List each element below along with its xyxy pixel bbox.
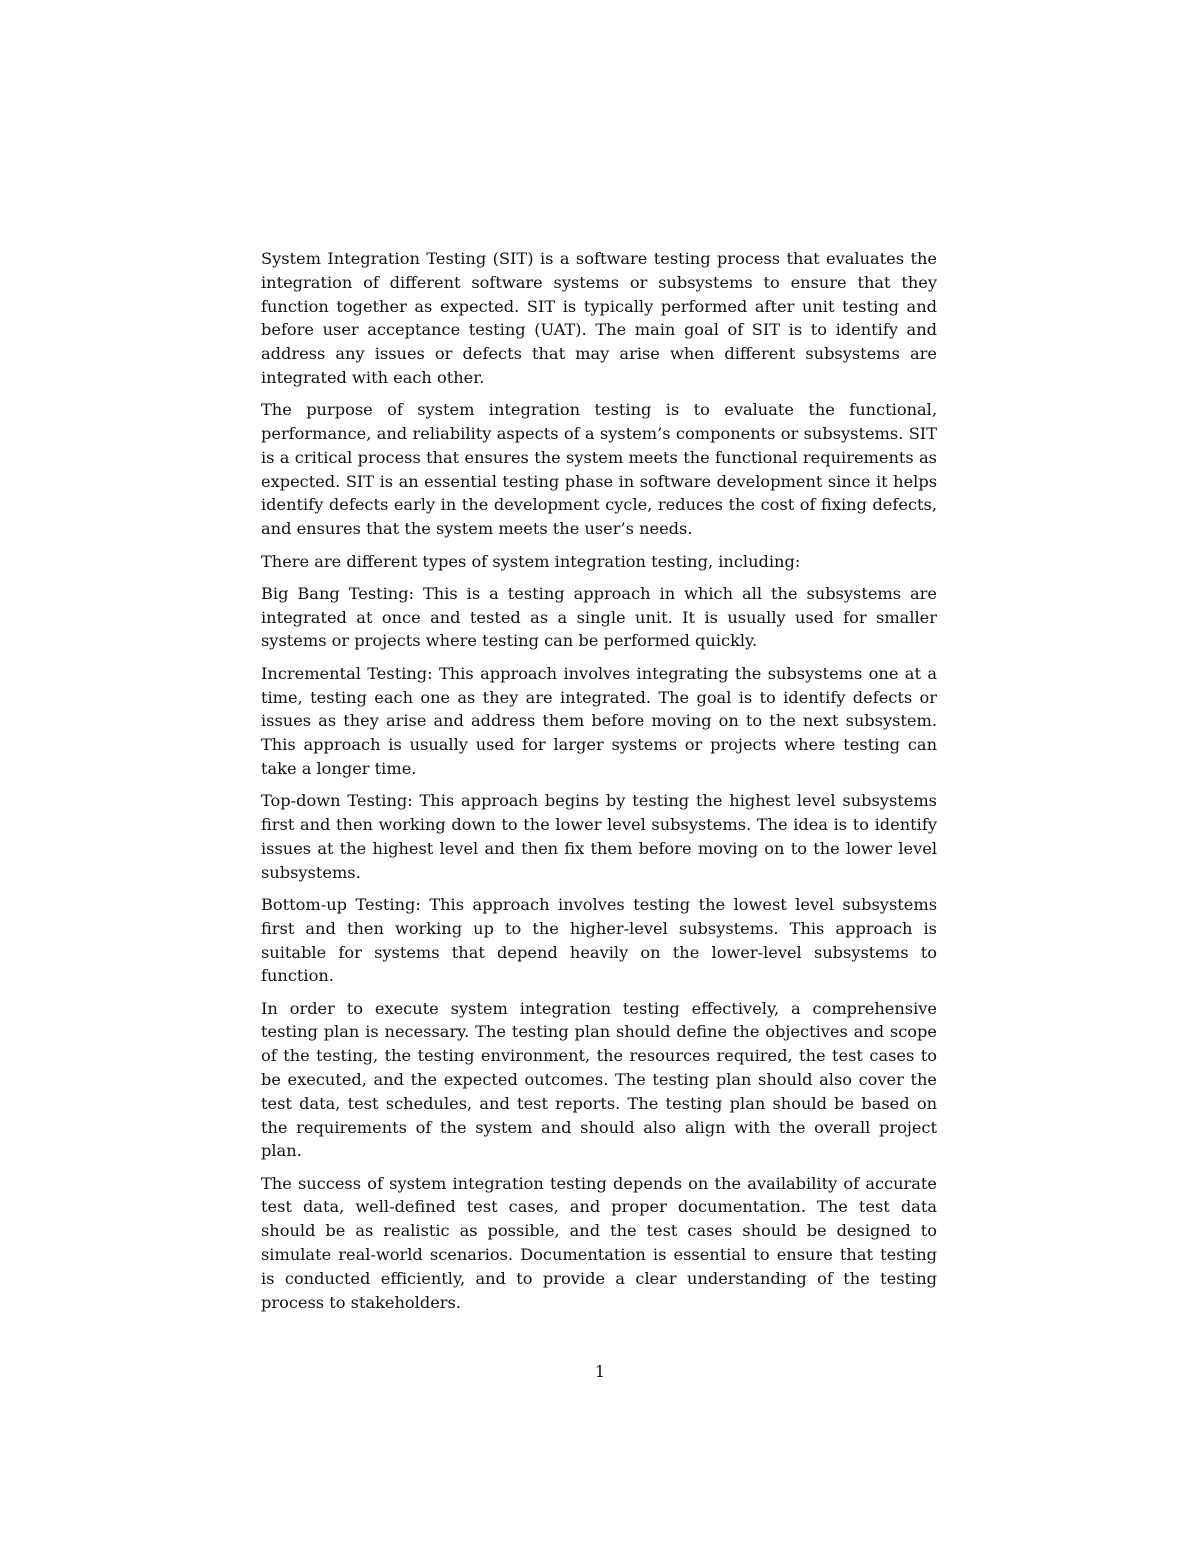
paragraph-bottom-up: Bottom-up Testing: This approach involves testing the lowest level subsystems first and then working up to the higher-level subsystems. This approach is suitable for systems that depend heavily on the lower-level subsystems to function. (261, 894, 937, 986)
paragraph-types-intro: There are different types of system integration testing, including: (261, 551, 801, 571)
paragraph-incremental: Incremental Testing: This approach involves integrating the subsystems one at a time, testing each one as they are integrated. The goal is to identify defects or issues as they arise and address them before moving on to the next subsystem. This approach is usually used for larger systems or projects where testing can take a longer time. (261, 663, 937, 778)
paragraph-sit-purpose: The purpose of system integration testing is to evaluate the functional, performance, and reliability aspects of a system’s components or subsystems. SIT is a critical process that ensures the system meets the functional requirements as expected. SIT is an essential testing phase in software development since it helps identify defects early in the development cycle, reduces the cost of fixing defects, and ensures that the system meets the user’s needs. (261, 400, 937, 539)
paragraph-sit-definition: System Integration Testing (SIT) is a software testing process that evaluates the integration of different software systems or subsystems to ensure that they function together as expected. SIT is typically performed after unit testing and before user acceptance testing (UAT). The main goal of SIT is to identify and address any issues or defects that may arise when different subsystems are integrated with each other. (261, 249, 937, 387)
body-text (261, 247, 937, 1323)
paragraph-testing-plan: In order to execute system integration testing effectively, a comprehensive testing plan is necessary. The testing plan should define the objectives and scope of the testing, the testing environment, the resources required, the test cases to be executed, and the expected outcomes. The testing plan should also cover the test data, test schedules, and test reports. The testing plan should be based on the requirements of the system and should also align with the overall project plan. (261, 998, 937, 1161)
paragraph-top-down: Top-down Testing: This approach begins by testing the highest level subsystems first and then working down to the lower level subsystems. The idea is to identify issues at the highest level and then fix them before moving on to the lower level subsystems. (261, 791, 937, 882)
paragraph-success-factors: The success of system integration testing depends on the availability of accurate test data, well-defined test cases, and proper documentation. The test data should be as realistic as possible, and the test cases should be designed to simulate real-world scenarios. Documentation is essential to ensure that testing is conducted efficiently, and to provide a clear understanding of the testing process to stakeholders. (261, 1173, 937, 1312)
paragraph-big-bang: Big Bang Testing: This is a testing approach in which all the subsystems are integrated at once and tested as a single unit. It is usually used for smaller systems or projects where testing can be performed quickly. (261, 583, 937, 651)
page-number: 1 (594, 1362, 606, 1381)
